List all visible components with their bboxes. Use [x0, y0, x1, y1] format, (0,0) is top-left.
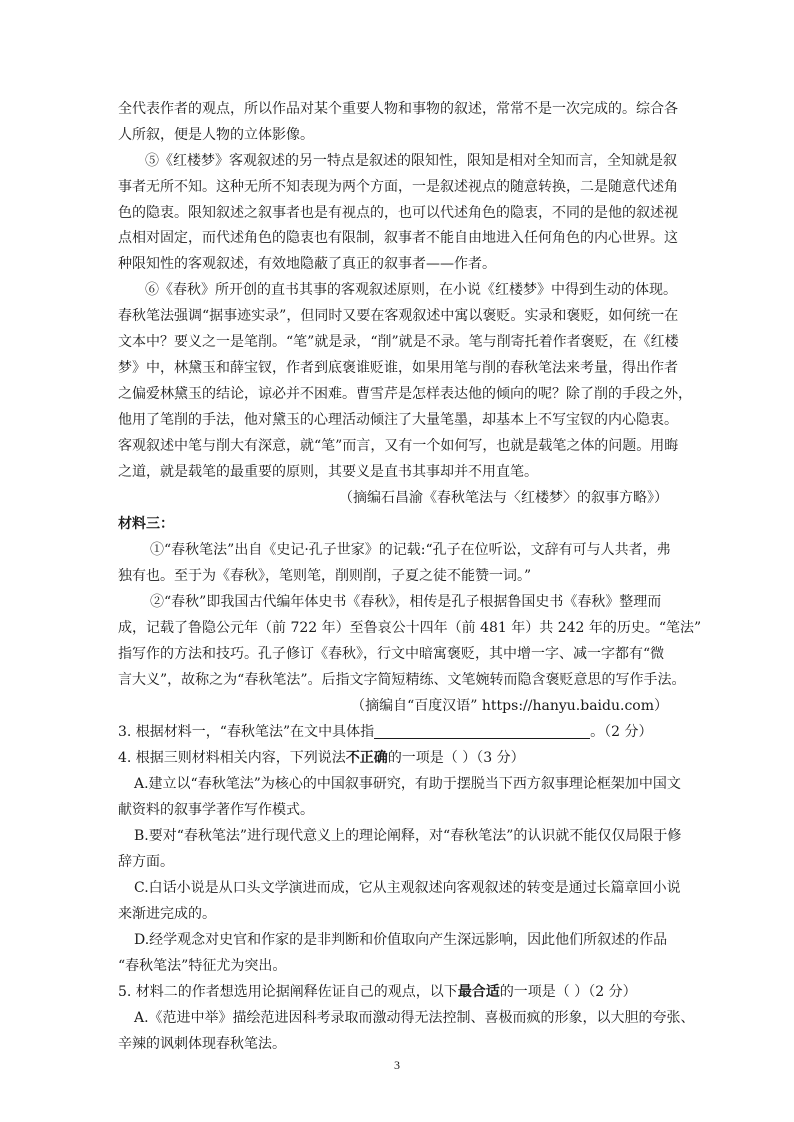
question-4-score: 的一项是（ ）（3 分） [387, 750, 525, 766]
text-line: 之偏爱林黛玉的结论，谅必并不困难。曹雪芹是怎样表达他的倾向的呢？除了削的手段之外， [118, 386, 692, 402]
question-4-text: 4. 根据三则材料相关内容，下列说法 [118, 750, 346, 766]
text-line: 客观叙述中笔与削大有深意，就“笔”而言，又有一个如何写，也就是载笔之体的问题。用晦 [118, 438, 679, 454]
option-a: A.《范进中举》描绘范进因科考录取而激动得无法控制、喜极而疯的形象，以大胆的夸张、 [134, 1010, 695, 1026]
option-c-cont: 来渐进完成的。 [118, 906, 216, 922]
question-4 [118, 749, 525, 767]
option-d: D.经学观念对史官和作家的是非判断和价值取向产生深远影响，因此他们所叙述的作品 [134, 932, 668, 948]
text-line: 指写作的方法和技巧。孔子修订《春秋》，行文中暗寓褒贬，其中增一字、减一字都有“微 [118, 646, 665, 662]
option-a: A.建立以“春秋笔法”为核心的中国叙事研究，有助于摆脱当下西方叙事理论框架加中国文 [134, 776, 681, 792]
question-3-text: 3. 根据材料一，“春秋笔法”在文中具体指 [118, 724, 375, 740]
material-3-heading: 材料三： [118, 516, 174, 532]
text-line: 文本中？要义之一是笔削。“笔”就是录，“削”就是不录。笔与削寄托着作者褒贬，在《红楼 [118, 334, 679, 350]
text-line: 事者无所不知。这种无所不知表现为两个方面，一是叙述视点的随意转换，二是随意代述角 [118, 179, 678, 195]
option-b: B.要对“春秋笔法”进行现代意义上的理论阐释，对“春秋笔法”的认识就不能仅仅局限于修 [134, 828, 682, 844]
text-line: 春秋笔法强调“据事迹实录”，但同时又要在客观叙述中寓以褒贬。实录和褒贬，如何统一在 [118, 308, 679, 324]
text-line: 梦》中，林黛玉和薛宝钗，作者到底褒谁贬谁，如果用笔与削的春秋笔法来考量，得出作者 [118, 360, 678, 376]
text-line: 点相对固定，而代述角色的隐衷也有限制，叙事者不能自由地进入任何角色的内心世界。这 [118, 230, 678, 246]
option-b-cont: 辞方面。 [118, 854, 174, 870]
answer-blank[interactable] [374, 724, 590, 739]
source-citation: （摘编自“百度汉语” https://hanyu.baidu.com） [351, 698, 668, 714]
text-line: 种限知性的客观叙述，有效地隐蔽了真正的叙事者——作者。 [118, 256, 496, 272]
question-5-emphasis: 最合适 [457, 984, 500, 1000]
paragraph-6-start: ⑥《春秋》所开创的直书其事的客观叙述原则，在小说《红楼梦》中得到生动的体现。 [145, 282, 677, 298]
source-citation: （摘编石昌渝《春秋笔法与〈红楼梦〉的叙事方略》） [339, 490, 668, 506]
option-a-cont: 献资料的叙事学著作写作模式。 [118, 802, 314, 818]
page-number: 3 [394, 1058, 400, 1072]
text-line: 全代表作者的观点，所以作品对某个重要人物和事物的叙述，常常不是一次完成的。综合各 [118, 101, 678, 117]
option-d-cont: “春秋笔法”特征尤为突出。 [118, 958, 287, 974]
question-5 [118, 983, 637, 1001]
paragraph-5-start: ⑤《红楼梦》客观叙述的另一特点是叙述的限知性，限知是相对全知而言，全知就是叙 [145, 153, 677, 169]
option-c: C.白话小说是从口头文学演进而成，它从主观叙述向客观叙述的转变是通过长篇章回小说 [134, 880, 681, 896]
option-a-cont: 辛辣的讽刺体现春秋笔法。 [118, 1036, 286, 1052]
text-line: 言大义”，故称之为“春秋笔法”。后指文字简短精练、文笔婉转而隐含褒贬意思的写作手法。 [118, 672, 686, 688]
text-line: 独有也。至于为《春秋》，笔则笔，削则削，子夏之徒不能赞一词。” [118, 568, 532, 584]
text-line: 之道，就是载笔的最重要的原则，其要义是直书其事却并不用直笔。 [118, 464, 538, 480]
material-3-item-1: ①“春秋笔法”出自《史记·孔子世家》的记载:“孔子在位听讼，文辞有可与人共者，弗 [150, 542, 671, 558]
material-3-item-2: ②“春秋”即我国古代编年体史书《春秋》，相传是孔子根据鲁国史书《春秋》整理而 [150, 594, 662, 610]
text-line: 成，记载了鲁隐公元年（前 722 年）至鲁哀公十四年（前 481 年）共 242 年的历史。“笔法” [118, 620, 702, 636]
question-3-score: 。（2 分） [590, 724, 653, 740]
question-3 [118, 723, 652, 741]
text-line: 他用了笔削的手法，他对黛玉的心理活动倾注了大量笔墨，却基本上不写宝钗的内心隐衷。 [118, 412, 678, 428]
question-5-text: 5. 材料二的作者想选用论据阐释佐证自己的观点，以下 [118, 984, 458, 1000]
question-5-score: 的一项是（ ）（2 分） [499, 984, 637, 1000]
text-line: 人所叙，便是人物的立体影像。 [118, 127, 314, 143]
text-line: 色的隐衷。限知叙述之叙事者也是有视点的，也可以代述角色的隐衷，不同的是他的叙述视 [118, 205, 678, 221]
question-4-emphasis: 不正确 [345, 750, 388, 766]
